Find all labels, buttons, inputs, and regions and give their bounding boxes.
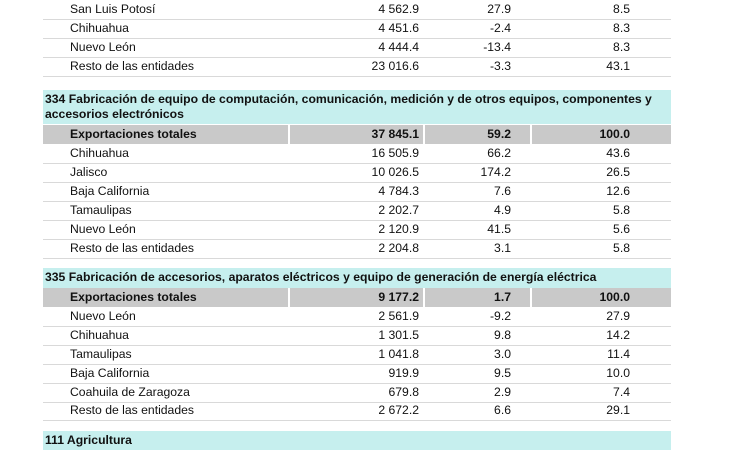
table-row <box>43 38 671 58</box>
table-row <box>43 57 671 77</box>
column-divider <box>423 125 425 144</box>
column-divider <box>423 288 425 307</box>
section-title: 111 Agricultura <box>45 433 132 447</box>
share-percent: 11.4 <box>607 347 630 361</box>
share-percent: 100.0 <box>599 290 630 304</box>
annual-change: 3.1 <box>494 241 511 255</box>
export-value: 4 784.3 <box>378 184 419 198</box>
column-divider <box>530 288 532 307</box>
annual-change: 6.6 <box>494 403 511 417</box>
export-value: 2 204.8 <box>378 241 419 255</box>
export-value: 4 562.9 <box>378 2 419 16</box>
annual-change: 3.0 <box>494 347 511 361</box>
annual-change: 4.9 <box>494 203 511 217</box>
annual-change: 9.8 <box>494 328 511 342</box>
annual-change: 2.9 <box>494 385 511 399</box>
share-percent: 100.0 <box>599 127 630 141</box>
section-header-335 <box>43 268 671 288</box>
export-value: 37 845.1 <box>371 127 419 141</box>
table-row <box>43 163 671 183</box>
annual-change: -2.4 <box>489 21 511 35</box>
section-header-111 <box>43 431 671 450</box>
share-percent: 43.6 <box>606 146 630 160</box>
share-percent: 8.5 <box>613 2 630 16</box>
export-value: 679.8 <box>388 385 419 399</box>
section-header-334 <box>43 90 671 124</box>
state-name: Baja California <box>70 366 150 380</box>
export-value: 10 026.5 <box>371 165 419 179</box>
total-label: Exportaciones totales <box>70 290 197 304</box>
table-row <box>43 220 671 240</box>
export-value: 23 016.6 <box>371 59 419 73</box>
export-value: 2 672.2 <box>378 403 419 417</box>
annual-change: 7.6 <box>494 184 511 198</box>
export-value: 9 177.2 <box>378 290 419 304</box>
table-row <box>43 401 671 421</box>
state-name: Chihuahua <box>70 146 129 160</box>
share-percent: 5.6 <box>613 222 630 236</box>
annual-change: 66.2 <box>487 146 511 160</box>
table-row <box>43 307 671 327</box>
annual-change: -13.4 <box>483 40 511 54</box>
section-title: 334 Fabricación de equipo de computación, comunicación, medición y de otros equipos, componentes y accesorios electrónicos <box>45 92 652 121</box>
share-percent: 27.9 <box>606 309 630 323</box>
state-name: Nuevo León <box>70 222 136 236</box>
share-percent: 5.8 <box>613 203 630 217</box>
annual-change: -9.2 <box>489 309 511 323</box>
annual-change: 1.7 <box>494 290 511 304</box>
state-name: Baja California <box>70 184 150 198</box>
table-row <box>43 364 671 384</box>
state-name: Resto de las entidades <box>70 241 194 255</box>
state-name: Chihuahua <box>70 21 129 35</box>
share-percent: 14.2 <box>606 328 630 342</box>
state-name: Resto de las entidades <box>70 403 194 417</box>
export-value: 2 561.9 <box>378 309 419 323</box>
table-row <box>43 19 671 39</box>
state-name: Nuevo León <box>70 40 136 54</box>
state-name: Tamaulipas <box>70 203 132 217</box>
export-value: 4 451.6 <box>378 21 419 35</box>
export-value: 2 120.9 <box>378 222 419 236</box>
total-row <box>43 288 671 307</box>
state-name: Coahuila de Zaragoza <box>70 385 190 399</box>
column-divider <box>288 125 290 144</box>
column-divider <box>530 125 532 144</box>
state-name: Tamaulipas <box>70 347 132 361</box>
annual-change: 9.5 <box>494 366 511 380</box>
state-name: Jalisco <box>70 165 108 179</box>
state-name: Nuevo León <box>70 309 136 323</box>
table-row <box>43 383 671 403</box>
state-name: Chihuahua <box>70 328 129 342</box>
share-percent: 5.8 <box>613 241 630 255</box>
state-name: San Luis Potosí <box>70 2 156 16</box>
table-row <box>43 182 671 202</box>
share-percent: 43.1 <box>606 59 630 73</box>
share-percent: 8.3 <box>613 21 630 35</box>
export-value: 16 505.9 <box>371 146 419 160</box>
share-percent: 8.3 <box>613 40 630 54</box>
share-percent: 7.4 <box>613 385 630 399</box>
annual-change: 174.2 <box>480 165 511 179</box>
total-label: Exportaciones totales <box>70 127 197 141</box>
annual-change: 27.9 <box>487 2 511 16</box>
table-row <box>43 239 671 259</box>
share-percent: 12.6 <box>606 184 630 198</box>
table-row <box>43 0 671 20</box>
annual-change: 41.5 <box>487 222 511 236</box>
export-value: 919.9 <box>388 366 419 380</box>
export-value: 4 444.4 <box>378 40 419 54</box>
export-value: 2 202.7 <box>378 203 419 217</box>
table-row <box>43 345 671 365</box>
state-name: Resto de las entidades <box>70 59 194 73</box>
share-percent: 26.5 <box>606 165 630 179</box>
column-divider <box>288 288 290 307</box>
table-row <box>43 144 671 164</box>
section-title: 335 Fabricación de accesorios, aparatos eléctricos y equipo de generación de energía eléctrica <box>45 270 597 284</box>
export-value: 1 301.5 <box>378 328 419 342</box>
annual-change: -3.3 <box>489 59 511 73</box>
total-row <box>43 125 671 144</box>
table-row <box>43 201 671 221</box>
share-percent: 10.0 <box>606 366 630 380</box>
export-value: 1 041.8 <box>378 347 419 361</box>
share-percent: 29.1 <box>606 403 630 417</box>
table-row <box>43 326 671 346</box>
annual-change: 59.2 <box>487 127 511 141</box>
